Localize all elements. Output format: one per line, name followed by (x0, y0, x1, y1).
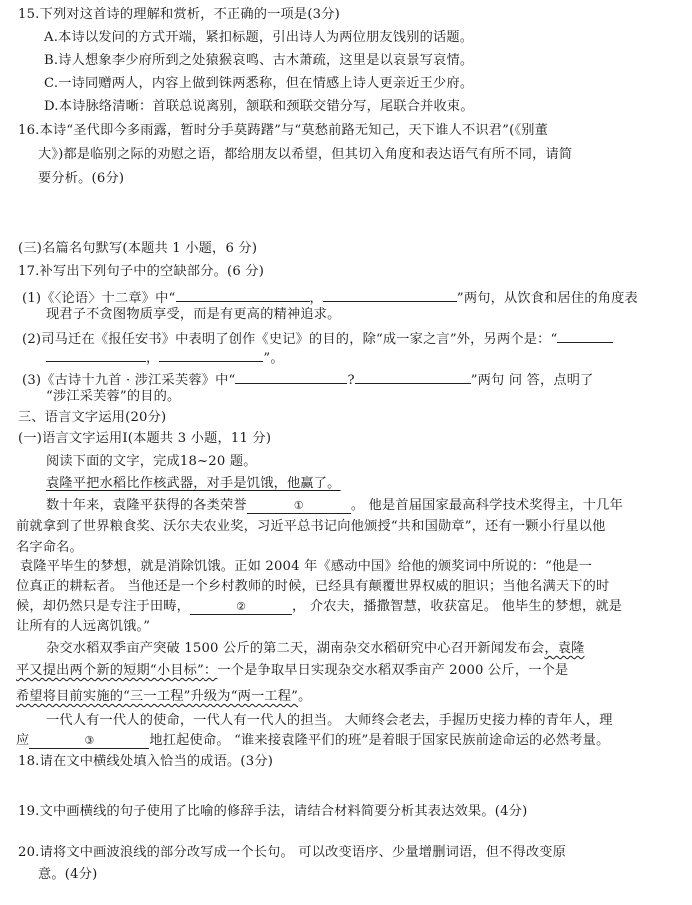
blank-marker-2[interactable]: ② (190, 599, 292, 615)
part3-subheader: (一)语言文字运用Ⅰ(本题共 3 小题，11 分) (18, 431, 272, 446)
blank-2-3[interactable] (159, 346, 263, 362)
passage-title (46, 475, 341, 493)
blank-3-2[interactable] (355, 368, 471, 384)
passage-p2-line1: 袁隆平毕生的梦想，就是消除饥饿。正如 2004 年《感动中国》给他的颁奖词中所说的：“他是一 (20, 559, 593, 574)
q17-item-3-cont: “涉江采芙蓉”的目的。 (46, 389, 181, 404)
reading-instruction: 阅读下面的文字，完成18~20 题。 (46, 454, 257, 469)
passage-p3-line1: 杂交水稻双季亩产突破 1500 公斤的第二天，湖南杂交水稻研究中心召开新闻发布会，袁隆 (46, 641, 585, 656)
blank-2-2[interactable] (46, 346, 146, 362)
q15-option-b: B.诗人想象李少府所到之处猿猴哀鸣、古木萧疏，这里是以哀景写哀情。 (44, 53, 474, 68)
q16-line-1: 16.本诗“圣代即今多雨露，暂时分手莫踌躇”与“莫愁前路无知己，天下谁人不识君”(《别董 (18, 123, 549, 138)
wavy-sentence: 希望将目前实施的“三一工程”升级为“两一工程” (16, 689, 299, 704)
passage-p3-line2: 平又提出两个新的短期“小目标”：一个是争取早日实现杂交水稻双季亩产 2000 公斤，一个是 (16, 663, 569, 678)
q17-item-1-cont: 现君子不贪图物质享受，而是有更高的精神追求。 (46, 307, 341, 322)
blank-1-1[interactable] (176, 286, 310, 302)
q20-line-1: 20.请将文中画波浪线的部分改写成一个长句。 可以改变语序、少量增删词语，但不得改变原 (18, 845, 567, 860)
q17-item-2-cont: ， ”。 (46, 346, 284, 368)
blank-1-2[interactable] (323, 286, 457, 302)
passage-p2-line4: 让所有的人远离饥饿。” (16, 619, 151, 634)
passage-p1-line3: 名字命名。 (16, 540, 83, 555)
q15-option-a: A.本诗以发问的方式开端，紧扣标题，引出诗人为两位朋友饯别的话题。 (44, 30, 474, 45)
blank-marker-1[interactable]: ① (247, 498, 351, 514)
q17-item-2: (2)司马迁在《报任安书》中表明了创作《史记》的目的，除“成一家之言”外，另两个是：“ (22, 327, 613, 349)
blank-2-1[interactable] (557, 327, 613, 343)
q16-line-3: 要分析。(6分) (38, 171, 125, 186)
section-header-dictation: (三)名篇名句默写(本题共 1 小题，6 分) (18, 241, 258, 256)
passage-p1-line1: 数十年来，袁隆平获得的各类荣誉 ① 。 他是首届国家最高科学技术奖得主，十几年 (46, 498, 623, 513)
q16-line-2: 大》)都是临别之际的劝慰之语，都给朋友以希望，但其切入角度和表达语气有所不同，请简 (38, 147, 573, 162)
q17-item-3: (3)《古诗十九首 · 涉江采芙蓉》中“ ? ”两句 问 答，点明了 (22, 368, 594, 390)
q19-stem: 19.文中画横线的句子使用了比喻的修辞手法，请结合材料简要分析其表达效果。(4分) (18, 804, 528, 819)
q15-option-c: C.一诗同赠两人，内容上做到铢两悉称，但在情感上诗人更亲近王少府。 (44, 76, 474, 91)
q20-line-2: 意。(4分) (38, 867, 98, 882)
q17-stem: 17.补写出下列句子中的空缺部分。(6 分) (18, 264, 265, 279)
passage-p3-line3: 希望将目前实施的“三一工程”升级为“两一工程”。 (16, 689, 312, 704)
passage-p2-line2: 位真正的耕耘者。 当他还是一个乡村教师的时候，已经具有颠覆世界权威的胆识；当他名满天下的时 (16, 579, 610, 594)
part3-header: 三、语言文字运用(20分) (18, 410, 167, 425)
underlined-sentence: 袁隆平把水稻比作核武器，对手是饥饿，他赢了。 (46, 476, 341, 491)
q15-option-d: D.本诗脉络清晰：首联总说离别，颔联和颈联交错分写，尾联合并收束。 (44, 99, 474, 114)
passage-p4-line1: 一代人有一代人的使命，一代人有一代人的担当。 大师终会老去，手握历史接力棒的青年人，理 (46, 713, 613, 728)
blank-marker-3[interactable]: ③ (29, 733, 149, 749)
passage-p4-line2: 应 ③ 地扛起使命。 “谁来接袁隆平们的班”是着眼于国家民族前途命运的必然考量。 (16, 733, 610, 748)
q17-item-1: (1)《〈论语〉十二章》中“ ， ”两句，从饮食和居住的角度表 (22, 286, 638, 308)
passage-p2-line3: 候，却仍然只是专注于田畴， ② ， 介农夫，播撒智慧，收获富足。 他毕生的梦想，就是 (16, 599, 623, 614)
q18-stem: 18.请在文中横线处填入恰当的成语。(3分) (18, 754, 274, 769)
passage-p1-line2: 前就拿到了世界粮食奖、沃尔夫农业奖，习近平总书记向他颁授“共和国勋章”，还有一颗小行星以他 (16, 519, 606, 534)
blank-3-1[interactable] (235, 368, 347, 384)
q15-stem: 15.下列对这首诗的理解和赏析，不正确的一项是(3分) (18, 7, 340, 22)
